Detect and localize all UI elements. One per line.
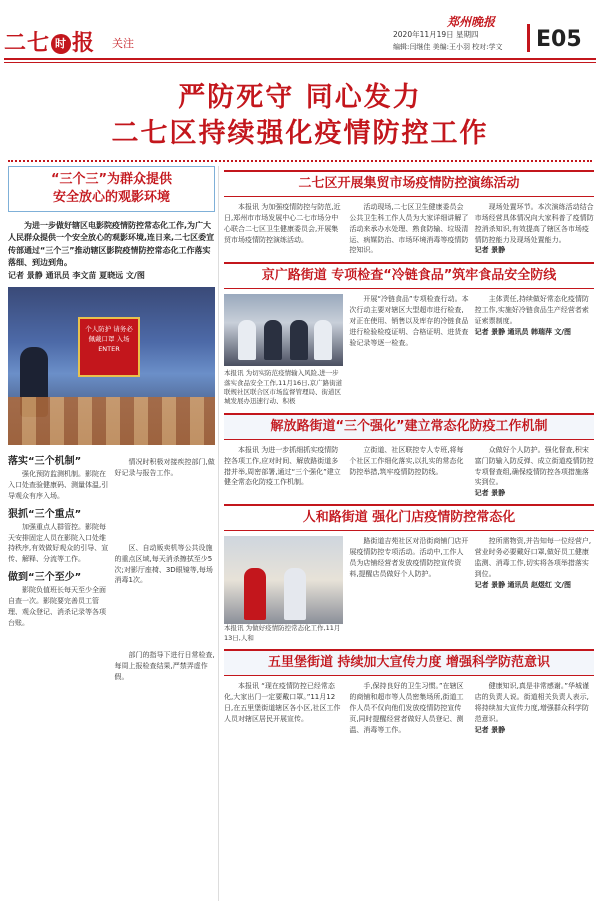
paragraph: 本报讯 为加强疫情防控与防范,近日,郑州市市场发展中心二七市场分中心联合二七区卫生健康委员会,开展集贸市场疫情防控演练活动。 — [224, 203, 341, 244]
page-number-bar — [527, 24, 530, 52]
left-article-title — [8, 166, 215, 212]
dotted-divider — [8, 160, 592, 164]
paragraph: 加强重点人群管控。影院每天安排固定人员在影院入口处维持秩序,有效做好观众的引导、宣传、解释、分流等工作。 — [8, 522, 109, 564]
paragraph: 本报讯 为切实防范疫情输入风险,进一步落实食品安全工作,11月16日,京广路街道联规社区联合区市场监督管理局、街道区城发展办迅速行动、积极 — [224, 369, 343, 406]
logo-text-pre: 二七 — [4, 30, 51, 56]
left-title-line-1: “三个三”为群众提供 — [50, 172, 173, 187]
article-col-3 — [475, 202, 594, 256]
article-body — [224, 536, 594, 643]
subhead-focus: 狠抓“三个重点” — [8, 508, 82, 520]
logo-text-post: 报 — [72, 30, 96, 56]
article-market-drill — [224, 170, 594, 256]
paragraph: 路街道吉苑社区对沿街商铺门店开展疫情防控专项活动。活动中,工作人员为店铺经营者发放疫情防控宣传资料,提醒店员做好个人防护。 — [349, 537, 469, 578]
inspection-photo — [224, 294, 343, 366]
article-body — [224, 681, 594, 735]
article-title: 五里堡街道 持续加大宣传力度 增强科学防范意识 — [224, 649, 594, 676]
article-col-3 — [475, 536, 594, 643]
article-title: 解放路街道“三个强化”建立常态化防疫工作机制 — [224, 413, 594, 440]
editors-line: 编辑:闫继佳 美编:王小羽 校对:学文 — [393, 43, 503, 51]
paragraph: 立街道、社区联控专人专班,将每个社区工作细化落实,以扎实的常态化防控举措,筑牢疫情防控防线。 — [349, 445, 464, 476]
article-title: 人和路街道 强化门店疫情防控常态化 — [224, 504, 594, 531]
byline: 记者 景静 — [474, 725, 506, 734]
paragraph: 本报讯 “现在疫情防控已经常态化,大家出门一定要戴口罩。”11月12日,在五里堡街道辖区各小区,社区工作人员对辖区居民开展宣传。 — [224, 682, 341, 723]
photo-figure — [264, 320, 282, 360]
photo-figure — [290, 320, 308, 360]
header-rule-thin — [4, 62, 596, 63]
paragraph: 本报讯 为进一步抓细抓实疫情防控各项工作,应对时间、解放路街道多措并举,周密部署,通过“三个强化”建立健全常态化防疫工作机制。 — [224, 445, 341, 487]
article-body — [224, 294, 594, 407]
left-body — [8, 449, 215, 683]
paper-name: 郑州晚报 — [447, 15, 496, 29]
subhead-mechanism: 落实“三个机制” — [8, 456, 82, 468]
paragraph: 强化预防监测机制。影院在入口处查验健康码、测量体温,引导观众有序入场。 — [8, 470, 109, 500]
column-divider — [218, 166, 219, 901]
issue-date: 2020年11月19日 星期四 — [393, 30, 479, 39]
header-rule — [4, 58, 596, 60]
paragraph: 健康知识,真是非常感谢。”华城谨店的负责人说。街道相关负责人表示,将持续加大宣传力度,增强群众科学防范意识。 — [474, 682, 590, 723]
photo-figure — [238, 320, 256, 360]
article-body — [224, 445, 594, 499]
article-wulibao — [224, 649, 594, 735]
left-byline: 记者 景静 通讯员 李文苗 夏晓远 文/图 — [8, 270, 145, 280]
byline: 记者 景静 — [474, 246, 506, 255]
left-intro: 为进一步做好辖区电影院疫情防控常态化工作,为广大人民群众提供一个安全放心的观影环境,连日来,二七区委宣传部通过“三个三”推动辖区影院疫情防控常态化工作落实落细、到边到角。 — [8, 221, 215, 268]
logo-circle: 时 — [51, 34, 71, 54]
section-logo — [4, 28, 95, 60]
article-renhe-road — [224, 504, 594, 643]
page-number: E05 — [536, 27, 582, 52]
shop-inspection-photo — [224, 536, 343, 624]
main-headline — [0, 80, 600, 152]
photo-figure — [284, 568, 306, 620]
byline: 记者 景静 — [474, 489, 506, 498]
cinema-photo — [8, 287, 215, 445]
article-col-3 — [475, 681, 594, 735]
paragraph: 开展“冷链食品”专项检查行动。本次行动主要对辖区大型超市进行检查,对正在使用、销售以及库存的冷链食品进行检验检疫证明、合格证明、进货查验记录等逐一检查。 — [349, 295, 469, 347]
right-articles — [224, 166, 594, 901]
byline: 记者 景静 通讯员 韩瑞萍 文/图 — [474, 327, 571, 336]
article-body — [224, 202, 594, 256]
paragraph: 部门的指导下进行日常检查,每周上报检查结果,严禁弄虚作假。 — [114, 651, 215, 681]
paragraph: 手,保持良好的卫生习惯。”在辖区的商铺和超市等人员密集场所,街道工作人员不仅向他们发放疫情防控宣传页,同时提醒经营者做好人员登记、测温、消毒等工作。 — [349, 682, 464, 734]
article-cold-chain — [224, 262, 594, 407]
photo-counter — [8, 397, 215, 445]
photo-sign: 个人防护 请务必佩戴口罩 入场 ENTER — [78, 317, 140, 377]
paragraph: 现场处置环节。本次演练活动结合市场经营具体情况向大家科普了疫情防控消杀知识,有效提高了辖区各市场疫情防控能力及现场处置能力。 — [474, 203, 594, 244]
headline-line-2: 二七区持续强化疫情防控工作 — [111, 118, 489, 149]
paragraph: 活动现场,二七区卫生健康委员会公共卫生科工作人员为大家详细讲解了活动来承办水处理、熟食防输、垃圾清运、病媒防治、市场环境消毒等疫情防控知识。 — [349, 203, 469, 255]
byline: 记者 景静 通讯员 赵煜红 文/图 — [474, 580, 571, 589]
section-label: 关注 — [112, 37, 134, 50]
article-col-3 — [475, 294, 594, 407]
subhead-at-least: 做到“三个至少” — [8, 572, 82, 584]
article-jiefang-road — [224, 413, 594, 499]
left-body-col-2 — [115, 449, 216, 683]
photo-figure — [244, 568, 266, 620]
paragraph: 影院负值班长每天至少全面自查一次。影院要完善员工管理、观众登记、消杀记录等各项台账。 — [8, 586, 106, 627]
headline-line-1: 严防死守 同心发力 — [178, 82, 422, 113]
article-title: 京广路街道 专项检查“冷链食品”筑牢食品安全防线 — [224, 262, 594, 289]
article-title: 二七区开展集贸市场疫情防控演练活动 — [224, 170, 594, 197]
page-header — [0, 0, 600, 70]
left-article — [8, 166, 215, 901]
paragraph: 众做好个人防护。强化督查,积宋富门防输入防反弹、成立街道疫情防控专项督查组,确保疫情防控各项措施落实到位。 — [474, 445, 594, 487]
paragraph: 主体责任,持续做好常态化疫情防控工作,实施好冷链食品生产经营者索证索票制度。 — [474, 295, 589, 325]
article-col-1 — [224, 536, 343, 643]
left-title-line-2: 安全放心的观影环境 — [52, 190, 170, 205]
photo-figure — [314, 320, 332, 360]
left-body-col-1 — [8, 449, 109, 683]
paragraph: 控所需物资,并告知每一位经营户,营业时务必要戴好口罩,做好员工健康监测、消毒工作,切实将各项举措落实到位。 — [474, 537, 592, 578]
paragraph: 区、自动贩卖机等公共设施的重点区域,每天消杀擦拭至少5次;对影厅座椅、3D眼镜等,每场消毒1次。 — [114, 543, 213, 585]
paragraph: 情况时积极对接疾控部门,做好记录与报告工作。 — [114, 458, 215, 477]
article-col-3 — [475, 445, 594, 499]
article-col-1 — [224, 294, 343, 407]
paragraph: 本报讯 为做好疫情防控常态化工作,11月13日,人和 — [224, 624, 341, 642]
